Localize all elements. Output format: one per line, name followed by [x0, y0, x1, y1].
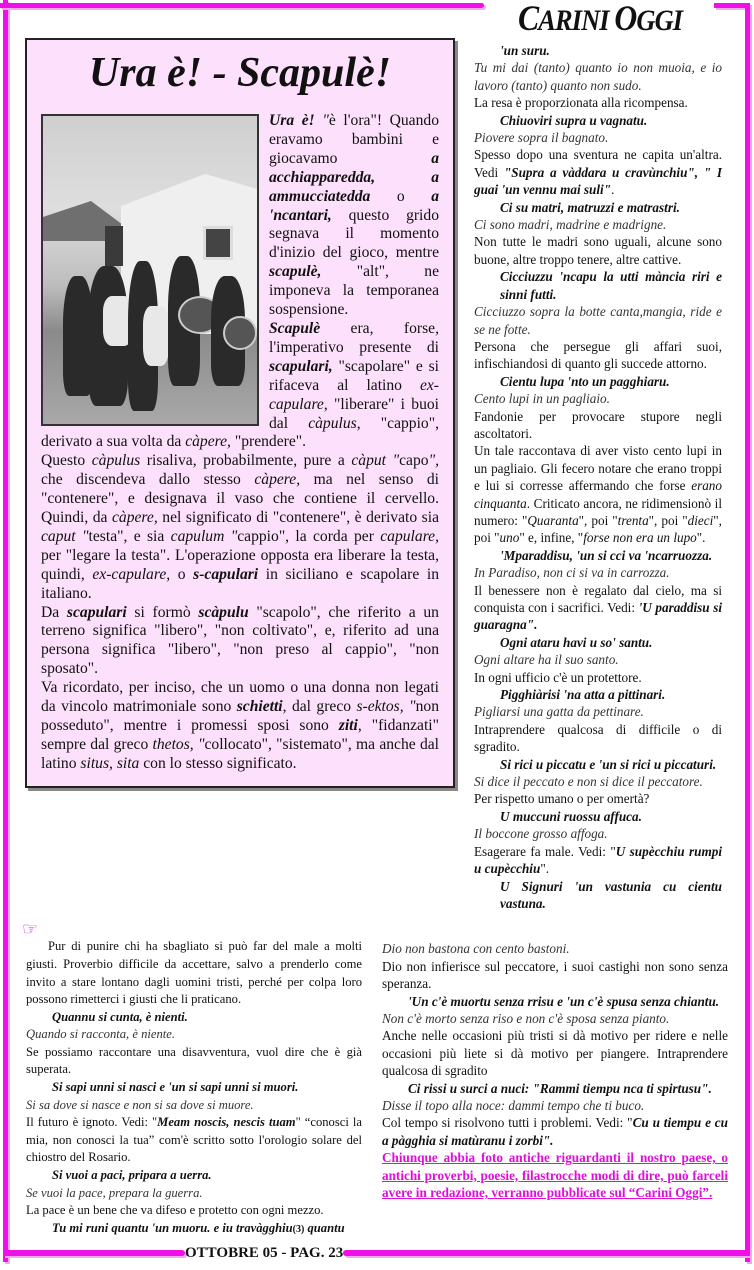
- paragraph: [474, 721, 722, 756]
- text-run: uno: [499, 530, 520, 546]
- text-run: ex-capulare: [269, 376, 439, 413]
- text-run: Pigghiàrisi 'na atta a pittinari.: [500, 687, 666, 703]
- proverb-translation: [382, 940, 728, 957]
- footer-row: [0, 1244, 754, 1270]
- proverb-translation: [474, 703, 722, 720]
- text-run: ", poi ": [578, 512, 618, 528]
- proverb-translation: [382, 1097, 728, 1114]
- proverbs-right-column: [474, 38, 722, 912]
- submission-notice: [382, 1149, 728, 1201]
- proverb-sicilian: [474, 373, 722, 390]
- proverb-sicilian: [474, 878, 722, 913]
- text-run: Fandonie per provocare stupore negli ascoltatori.: [474, 408, 722, 441]
- text-run: quantu: [304, 1220, 345, 1235]
- text-run: Intraprendere qualcosa di difficile o di sgradito.: [474, 721, 722, 755]
- proverb-sicilian: [474, 199, 722, 216]
- text-run: Cu u tiempu e cu a pàgghia si matùranu i zorbi".: [382, 1115, 728, 1148]
- paragraph: [26, 1044, 362, 1079]
- text-run: schietti: [236, 698, 283, 716]
- photo-door: [105, 226, 123, 266]
- text-run: .: [611, 182, 615, 198]
- text-run: Ogni ataru havi u so' santu.: [500, 634, 653, 650]
- historic-photo-children-playing: [41, 114, 259, 426]
- text-run: U Signuri 'un vastunia cu cientu vastuna.: [500, 878, 722, 911]
- text-run: ",: [428, 452, 440, 470]
- proverb-translation: [382, 1010, 728, 1027]
- text-run: càpere,: [112, 509, 158, 527]
- text-run: càpere,: [254, 471, 301, 489]
- text-run: situs, sita: [80, 754, 140, 772]
- page-frame-bottom-left: [3, 1250, 185, 1256]
- text-run: Dio non bastona con cento bastoni.: [382, 941, 570, 957]
- text-run: Meam noscis, nescis tuam: [157, 1115, 296, 1130]
- paragraph: [474, 233, 722, 268]
- text-run: Pigliarsi una gatta da pettinare.: [474, 704, 644, 720]
- logo-letter: C: [518, 0, 539, 38]
- text-run: . Criticato ancora, ne ridimensionò il numero: ": [474, 495, 722, 528]
- page-frame-bottom-right: [343, 1250, 750, 1256]
- proverb-sicilian: [474, 808, 722, 825]
- text-run: a acchiapparedda, a ammucciatedda: [269, 149, 439, 205]
- text-run: Quannu si cunta, è nienti.: [52, 1009, 188, 1024]
- text-run: Ura è!: [269, 112, 323, 129]
- text-run: Anche nelle occasioni più tristi si dà motivo per ridere e nelle occasioni più liete si dà motivo per piangere. Intraprendere qualcosa di sgradito: [382, 1028, 728, 1079]
- paragraph: [474, 442, 722, 546]
- paragraph: [382, 1027, 728, 1079]
- text-run: In Paradiso, non ci si va in carrozza.: [474, 565, 670, 581]
- paragraph: [41, 452, 439, 603]
- proverb-sicilian: [474, 756, 722, 773]
- proverbs-bottom-left: [22, 919, 362, 1238]
- text-run: Ogni altare ha il suo santo.: [474, 652, 619, 668]
- proverb-translation: [474, 129, 722, 146]
- paragraph: [26, 938, 362, 1008]
- text-run: Tu mi runi quantu 'un muoru. e iu travàgghiu: [52, 1220, 293, 1235]
- text-run: trenta: [617, 512, 649, 528]
- text-run: càpulus: [308, 414, 357, 432]
- text-run: Va ricordato, per inciso, che un uomo o una donna non legati da vincolo matrimoniale sono: [41, 679, 439, 716]
- text-run: questo grido segnava il momento d'inizio del gioco, mentre: [269, 206, 439, 262]
- proverb-translation: [474, 303, 722, 338]
- article-title: Ura è! - Scapulè!: [88, 50, 392, 96]
- paragraph: [26, 1114, 362, 1167]
- text-run: Un tale raccontava di aver visto cento lupi in un pagliaio. Gli fecero notare che erano troppi e lui si corresse affermando che forse: [474, 443, 722, 494]
- text-run: La resa è proporzionata alla ricompensa.: [474, 95, 688, 111]
- text-run: Quaranta: [527, 512, 579, 528]
- paragraph: [26, 1202, 362, 1220]
- proverb-translation: [474, 59, 722, 94]
- text-run: capulum ": [170, 527, 238, 545]
- paragraph: [474, 94, 722, 111]
- text-run: "scapolare" e si rifaceva al latino: [269, 357, 439, 394]
- text-run: Da: [41, 603, 67, 621]
- paragraph: [382, 1114, 728, 1149]
- text-run: Ci rissi u surci a nuci: "Rammi tiempu nca ti spirtusu".: [408, 1080, 712, 1096]
- text-run: càpere,: [185, 433, 231, 451]
- proverb-translation: [26, 1026, 362, 1044]
- proverb-sicilian: [474, 42, 722, 59]
- proverb-translation: [474, 651, 722, 668]
- text-run: Persona che persegue gli affari suoi, infischiandosi di quanto gli succede attorno.: [474, 338, 722, 372]
- text-run: Questo: [41, 452, 92, 470]
- text-run: "prendere".: [230, 433, 307, 451]
- proverb-translation: [474, 773, 722, 790]
- text-run: scapulari: [66, 603, 127, 621]
- text-run: , dal greco: [282, 698, 357, 716]
- proverb-sicilian: [474, 112, 722, 129]
- text-run: scapulè,: [269, 263, 322, 281]
- text-run: Il benessere non è regalato dal cielo, ma si conquista con i sacrifici. Vedi:: [474, 582, 722, 615]
- text-run: , per "legare la testa". L'operazione opposta era liberare la testa, quindi,: [41, 527, 440, 583]
- text-run: "Supra a vàddara u cravùnchiu", " I guai 'un vennu mai suli": [474, 164, 723, 198]
- text-run: Il futuro è ignoto. Vedi: ": [26, 1115, 158, 1130]
- text-run: Si vuoi a paci, pripara a uerra.: [52, 1168, 212, 1183]
- proverb-sicilian: [474, 686, 722, 703]
- text-run: con lo stesso significato.: [139, 754, 297, 772]
- proverb-sicilian: [26, 1167, 362, 1185]
- text-run: "alt", ne imponeva la temporanea sospensione.: [269, 263, 439, 319]
- paragraph: [41, 679, 439, 774]
- text-run: , "cappio", derivato a sua volta da: [41, 414, 439, 451]
- text-run: , "liberare" i buoi dal: [269, 395, 439, 432]
- text-run: o: [170, 565, 194, 583]
- text-run: In ogni ufficio c'è un protettore.: [474, 669, 642, 685]
- text-run: Se vuoi la pace, prepara la guerra.: [26, 1185, 203, 1200]
- text-run: a 'ncantari,: [269, 187, 439, 224]
- text-run: Il boccone grosso affoga.: [474, 826, 608, 842]
- text-run: Dio non infierisce sul peccatore, i suoi castighi non sono senza speranza.: [382, 958, 728, 992]
- logo-letter: O: [614, 0, 637, 38]
- paragraph: [474, 669, 722, 686]
- text-run: U supècchiu rumpi u cupècchiu: [474, 843, 722, 877]
- photo-drum: [223, 316, 257, 350]
- text-run: forse non era un lupo: [583, 530, 697, 546]
- text-run: Cento lupi in un pagliaio.: [474, 391, 610, 407]
- text-run: Piovere sopra il bagnato.: [474, 130, 609, 146]
- text-run: ma nel senso di "contenere", e designava il vaso che contiene il cervello. Quindi, da: [41, 471, 439, 527]
- text-run: thetos, ": [152, 735, 205, 753]
- text-run: erano cinquanta: [474, 478, 722, 511]
- paragraph: [474, 408, 722, 443]
- photo-figure: [143, 306, 169, 366]
- paragraph: [474, 843, 722, 878]
- top-section: [0, 38, 754, 912]
- text-run: Si sa dove si nasce e non si sa dove si muore.: [26, 1097, 254, 1112]
- text-run: " e, infine, ": [519, 530, 584, 546]
- text-run: Disse il topo alla noce: dammi tempo che ti buco.: [382, 1097, 645, 1113]
- proverb-sicilian: [474, 634, 722, 651]
- text-run: dieci: [687, 512, 714, 528]
- text-run: Cientu lupa 'nto un pagghiaru.: [500, 373, 670, 389]
- text-run: càpulus: [91, 452, 141, 470]
- text-run: 'un suru.: [500, 43, 550, 58]
- text-run: Ci su matri, matruzzi e matrastri.: [500, 199, 680, 215]
- text-run: " “conosci la mia, non conosci la tua” com'è scritto sotto l'orologio solare del chiostro del Rosario.: [26, 1115, 362, 1165]
- text-run: Non tutte le madri sono uguali, alcune sono buone, altre troppo tenere, altre cattive.: [474, 234, 722, 267]
- text-run: s-capulari: [193, 565, 259, 583]
- proverbs-bottom-left-list: [26, 938, 362, 1238]
- text-run: risaliva, probabilmente, pure a: [140, 452, 352, 470]
- proverb-sicilian: [382, 1080, 728, 1097]
- paragraph: [382, 958, 728, 993]
- photo-window: [203, 226, 233, 260]
- text-run: Non c'è morto senza riso e non c'è sposa senza pianto.: [382, 1010, 670, 1026]
- text-run: collocato", "sistemato", ma anche dal latino: [41, 735, 439, 772]
- text-run: ".: [540, 861, 549, 877]
- logo-word: ARINI: [538, 4, 609, 37]
- text-run: Per rispetto umano o per omertà?: [474, 791, 650, 807]
- text-run: scàpulu: [198, 603, 249, 621]
- proverb-translation: [474, 564, 722, 581]
- text-run: che discendeva dallo stesso: [41, 471, 255, 489]
- text-run: Quando si racconta, è niente.: [26, 1027, 175, 1042]
- text-run: in siciliano e scapolare in italiano.: [41, 565, 440, 602]
- text-run: Cicciuzzu 'ncapu la utti mància riri e sinni futti.: [500, 269, 722, 302]
- text-run: testa", e sia: [88, 527, 171, 545]
- proverb-sicilian: [474, 547, 722, 564]
- proverb-translation: [474, 825, 722, 842]
- text-run: "scapolo", che riferito a un terreno significa "libero", "non coltivato", e, riferito ad una persona significa "libero", "non preso al cappio", "non sposato".: [41, 603, 439, 678]
- text-run: Si sapi unni si nasci e 'un si sapi unni si muori.: [52, 1080, 299, 1095]
- bottom-section: [0, 920, 754, 1238]
- text-run: nel significato di "contenere", è derivato sia: [157, 509, 440, 527]
- text-run: Si rici u piccatu e 'un si rici u piccaturi.: [500, 756, 717, 772]
- text-run: Chiuoviri supra u vagnatu.: [500, 112, 648, 128]
- proverb-translation: [474, 216, 722, 233]
- text-run: scapulari,: [269, 357, 333, 375]
- proverb-sicilian: [26, 1009, 362, 1027]
- text-run: è l'ora"! Quando eravamo bambini e giocavamo: [269, 112, 439, 167]
- text-run: 'U paraddisu si guaragna".: [474, 600, 723, 633]
- text-run: U muccuni ruossu affuca.: [500, 808, 642, 824]
- issue-page-footer: OTTOBRE 05 - PAG. 23: [185, 1245, 344, 1262]
- text-run: càput ": [351, 452, 400, 470]
- text-run: Se possiamo raccontare una disavventura, vuol dire che è già superata.: [26, 1044, 362, 1077]
- text-run: ", poi ": [648, 512, 688, 528]
- text-run: Chiunque abbia foto antiche riguardanti il nostro paese, o antichi proverbi, poesie, filastrocche modi di dire, può farceli avere in redazione, verranno pubblicate sul “Carini Oggi”.: [382, 1150, 728, 1200]
- text-run: non posseduto", mentre i promessi sposi sono: [41, 698, 439, 734]
- text-run: si formò: [126, 603, 199, 621]
- text-run: ", poi ": [474, 512, 722, 546]
- pointing-hand-icon: ☞: [22, 919, 39, 940]
- text-run: Esagerare fa male. Vedi: ": [474, 843, 616, 859]
- proverb-sicilian: [26, 1220, 362, 1239]
- text-run: capulare: [380, 527, 436, 545]
- text-run: ": [322, 112, 329, 129]
- paragraph: [474, 338, 722, 373]
- text-run: Pur di punire chi ha sbagliato si può far del male a molti giusti. Proverbio difficile da accettare, salvo a prenderlo come invito a stare lontano dagli uomini tristi, perché per colpa loro possono rimetterci i giusti che li praticano.: [26, 939, 362, 1007]
- proverb-translation: [26, 1097, 362, 1115]
- text-run: capo: [399, 452, 429, 470]
- text-run: ".: [696, 530, 706, 546]
- text-run: Cicciuzzo sopra la botte canta,mangia, ride e se ne fotte.: [474, 304, 722, 337]
- text-run: Ci sono madri, madrine e madrigne.: [474, 217, 667, 233]
- text-run: La pace è un bene che va difeso e protetto con ogni mezzo.: [26, 1203, 324, 1218]
- text-run: 'Mparaddisu, 'un si cci va 'ncarruozza.: [500, 547, 713, 563]
- logo-word: GGI: [636, 4, 683, 37]
- proverb-translation: [474, 390, 722, 407]
- paragraph: [474, 582, 722, 634]
- paragraph: [474, 790, 722, 807]
- paragraph: [41, 604, 439, 680]
- proverb-sicilian: [474, 268, 722, 303]
- text-run: Scapulè: [269, 319, 321, 337]
- text-run: caput ": [41, 527, 89, 545]
- proverb-sicilian: [382, 993, 728, 1010]
- proverb-translation: [26, 1185, 362, 1203]
- text-run: cappio", la corda per: [237, 527, 381, 545]
- article-box: [25, 38, 455, 788]
- paragraph: [474, 146, 722, 198]
- text-run: , "fidanzati" sempre dal greco: [41, 717, 439, 753]
- proverbs-bottom-right: [382, 920, 728, 1201]
- text-run: o: [370, 187, 432, 205]
- proverb-sicilian: [26, 1079, 362, 1097]
- text-run: (3): [292, 1223, 305, 1235]
- text-run: ex-capulare,: [92, 565, 171, 583]
- text-run: era, forse, l'imperativo presente di: [269, 319, 439, 356]
- text-run: Col tempo si risolvono tutti i problemi. Vedi: ": [382, 1115, 633, 1131]
- text-run: s-ektos, ": [356, 698, 416, 716]
- text-run: 'Un c'è muortu senza rrisu e 'un c'è spusa senza chiantu.: [408, 993, 720, 1009]
- text-run: ziti: [338, 717, 358, 734]
- text-run: Si dice il peccato e non si dice il peccatore.: [474, 774, 703, 790]
- text-run: Tu mi dai (tanto) quanto io non muoia, e io lavoro (tanto) quanto non sudo.: [474, 60, 722, 93]
- text-run: Spesso dopo una sventura ne capita un'altra. Vedi: [474, 147, 722, 180]
- article-body: [41, 112, 439, 774]
